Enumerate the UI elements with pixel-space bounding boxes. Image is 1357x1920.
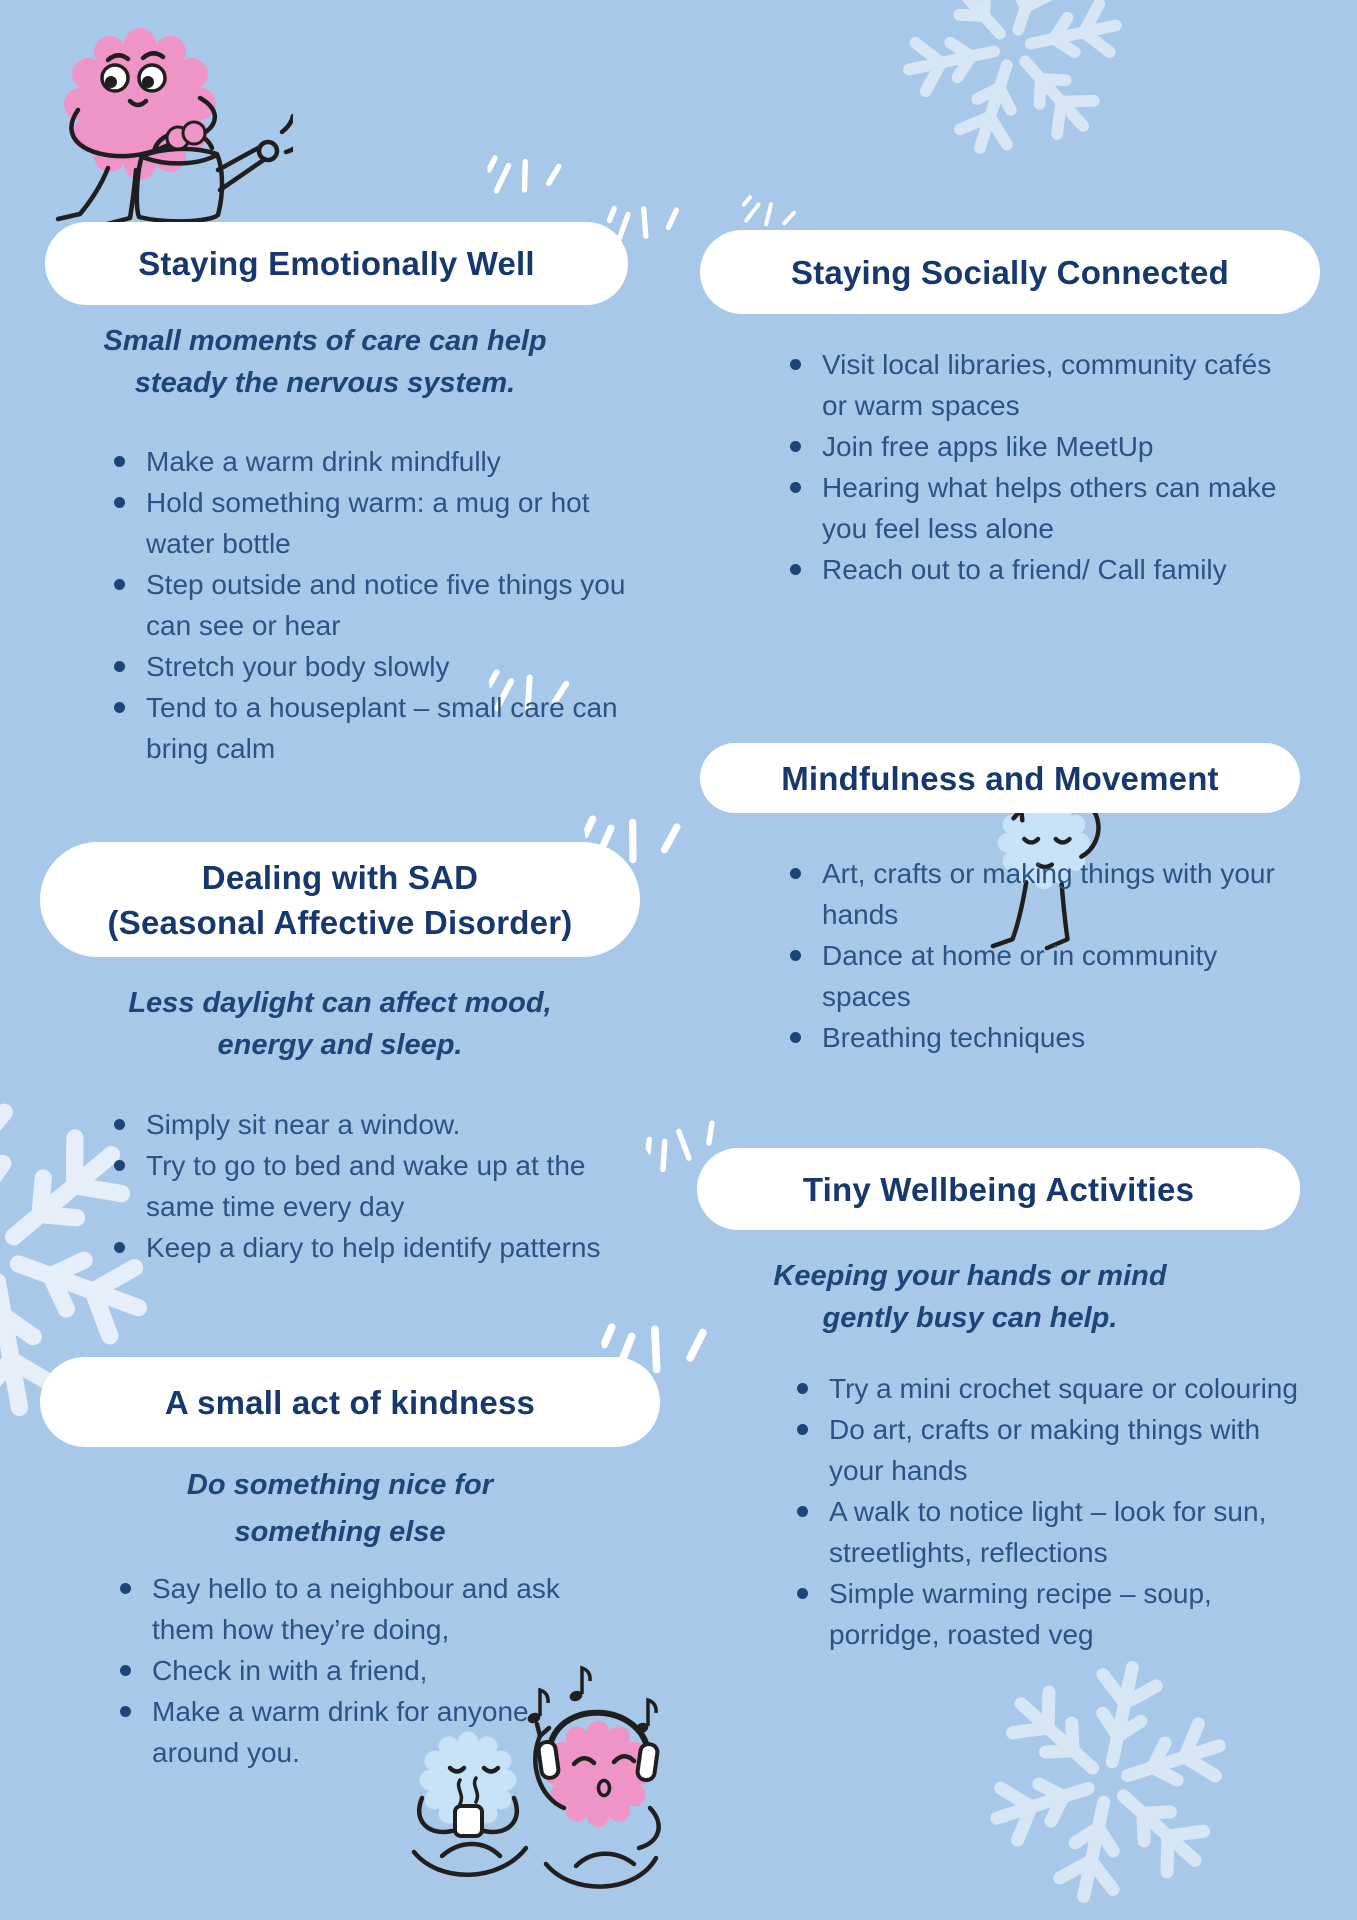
list-item: Art, crafts or making things with your hands [788,853,1292,935]
emotional-subtitle [45,320,605,404]
section-title-line: Dealing with SAD [201,858,479,896]
subtitle-line: Keeping your hands or mind [773,1260,1167,1292]
list-item: Make a warm drink mindfully [112,441,631,482]
list-item: Stretch your body slowly [112,646,631,687]
list-item: Visit local libraries, community cafés or warm spaces [788,344,1292,426]
emotional-bullet-list [112,441,631,769]
sparkle-icon [726,180,819,231]
list-item: Hearing what helps others can make you feel less alone [788,467,1292,549]
list-item: Dance at home or in community spaces [788,935,1292,1017]
subtitle-line: Less daylight can affect mood, [128,987,552,1019]
list-item: Say hello to a neighbour and ask them how they’re doing, [118,1568,597,1650]
section-header-sad [40,842,640,957]
pink-character-watering-can-illustration [28,16,293,231]
section-title: A small act of kindness [164,1383,536,1421]
social-bullet-list [788,344,1292,590]
list-item: Join free apps like MeetUp [788,426,1292,467]
section-header-social [700,230,1320,314]
subtitle-line: steady the nervous system. [134,367,516,399]
subtitle-line: energy and sleep. [217,1029,463,1061]
list-item: Breathing techniques [788,1017,1292,1058]
subtitle-line: Do something nice for [186,1469,494,1501]
sparkle-icon [483,127,571,200]
list-item: Tend to a houseplant – small care can bring calm [112,687,631,769]
list-item: Keep a diary to help identify patterns [112,1227,631,1268]
section-header-kindness [40,1357,660,1447]
tiny-subtitle [710,1255,1230,1339]
section-title: Staying Socially Connected [791,253,1229,291]
sad-bullet-list [112,1104,631,1268]
list-item: Simply sit near a window. [112,1104,631,1145]
list-item: A walk to notice light – look for sun, streetlights, reflections [795,1491,1299,1573]
subtitle-line: something else [234,1516,446,1548]
subtitle-line: gently busy can help. [822,1302,1118,1334]
snowflake-icon [978,1652,1238,1912]
subtitle-line: Small moments of care can help [103,325,547,357]
kindness-bullet-list [118,1568,597,1773]
list-item: Make a warm drink for anyone around you. [118,1691,597,1773]
list-item: Check in with a friend, [118,1650,597,1691]
kindness-subtitle [70,1462,610,1556]
section-header-mindfulness [700,743,1300,813]
section-title: Mindfulness and Movement [781,759,1219,797]
list-item: Try a mini crochet square or colouring [795,1368,1299,1409]
list-item: Reach out to a friend/ Call family [788,549,1292,590]
list-item: Do art, crafts or making things with your hands [795,1409,1299,1491]
snowflake-icon [895,0,1130,165]
warm-drink-cup [455,1806,482,1836]
list-item: Hold something warm: a mug or hot water bottle [112,482,631,564]
section-title: Tiny Wellbeing Activities [802,1170,1195,1208]
sad-subtitle [40,982,640,1066]
section-header-tiny [697,1148,1300,1230]
section-title: Staying Emotionally Well [138,245,535,282]
section-header-emotional [45,222,628,305]
list-item: Step outside and notice five things you can see or hear [112,564,631,646]
tiny-bullet-list [795,1368,1299,1655]
section-title-line: (Seasonal Affective Disorder) [107,903,573,941]
mindfulness-bullet-list [788,853,1292,1058]
list-item: Try to go to bed and wake up at the same time every day [112,1145,631,1227]
list-item: Simple warming recipe – soup, porridge, roasted veg [795,1573,1299,1655]
